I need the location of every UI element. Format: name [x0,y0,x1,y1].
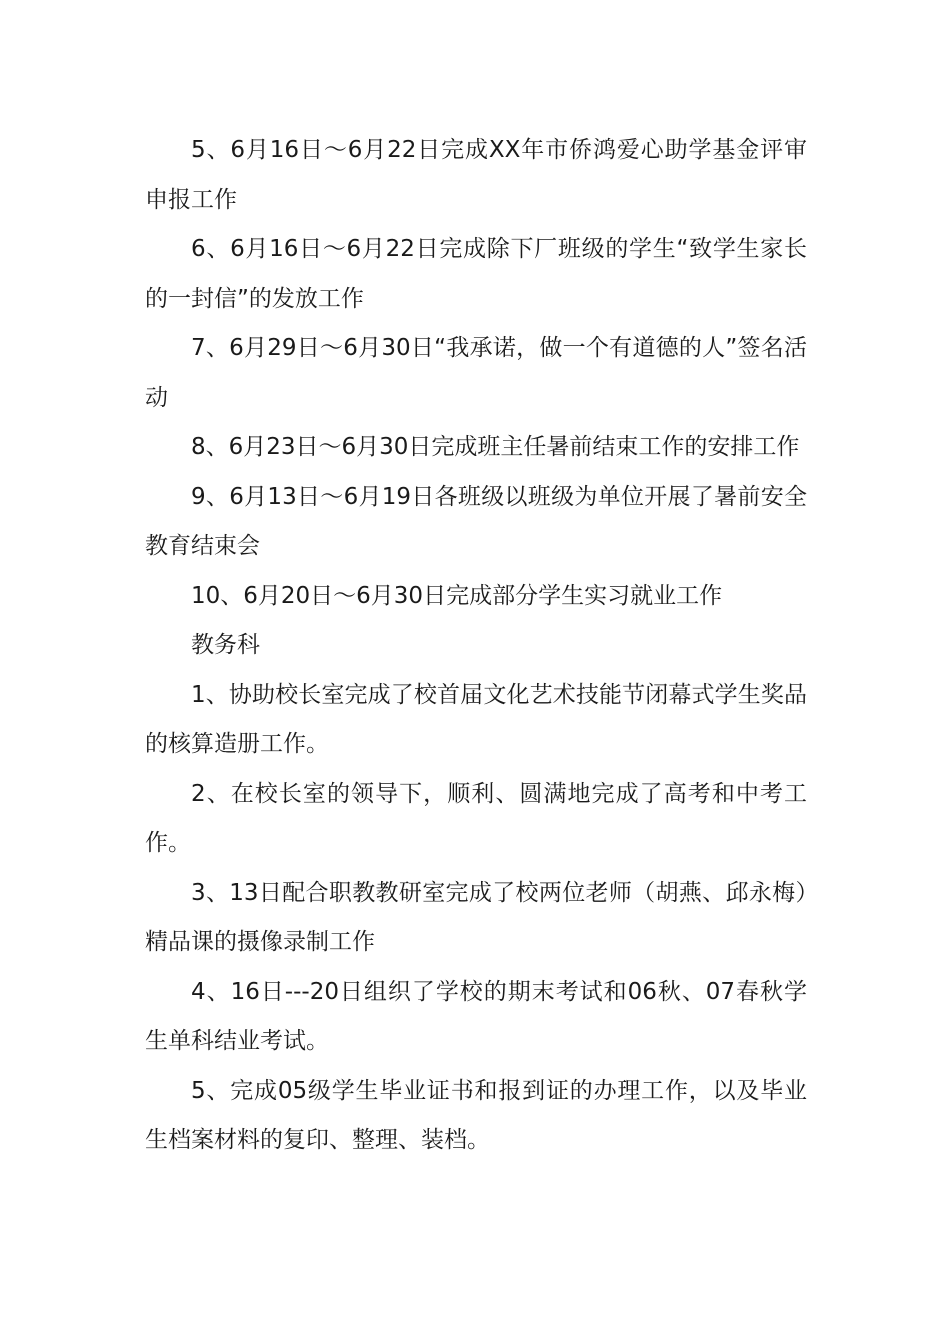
section-heading-academic-affairs: 教务科 [191,632,260,658]
paragraph-item-5-scholarship: 5、6月16日～6月22日完成XX年市侨鸿爱心助学基金评审申报工作 [145,137,807,213]
paragraph-academic-1: 1、协助校长室完成了校首届文化艺术技能节闭幕式学生奖品的核算造册工作。 [145,681,807,757]
paragraph-item-6-parent-letter: 6、6月16日～6月22日完成除下厂班级的学生“致学生家长的一封信”的发放工作 [145,236,807,312]
paragraph-academic-3: 3、13日配合职教教研室完成了校两位老师（胡燕、邱永梅）精品课的摄像录制工作 [145,879,807,955]
paragraph-academic-5: 5、完成05级学生毕业证书和报到证的办理工作，以及毕业生档案材料的复印、整理、装档。 [145,1077,807,1153]
paragraph-academic-4: 4、16日---20日组织了学校的期末考试和06秋、07春秋学生单科结业考试。 [145,978,807,1054]
paragraph-item-7-signing: 7、6月29日～6月30日“我承诺，做一个有道德的人”签名活动 [145,335,807,411]
paragraph-academic-2: 2、在校长室的领导下，顺利、圆满地完成了高考和中考工作。 [145,780,807,856]
document-body [145,126,807,1166]
paragraph-item-8-teacher-arrangement: 8、6月23日～6月30日完成班主任暑前结束工作的安排工作 [191,434,800,460]
paragraph-item-10-internship: 10、6月20日～6月30日完成部分学生实习就业工作 [191,582,723,609]
paragraph-item-9-safety-meeting: 9、6月13日～6月19日各班级以班级为单位开展了暑前安全教育结束会 [145,483,807,559]
